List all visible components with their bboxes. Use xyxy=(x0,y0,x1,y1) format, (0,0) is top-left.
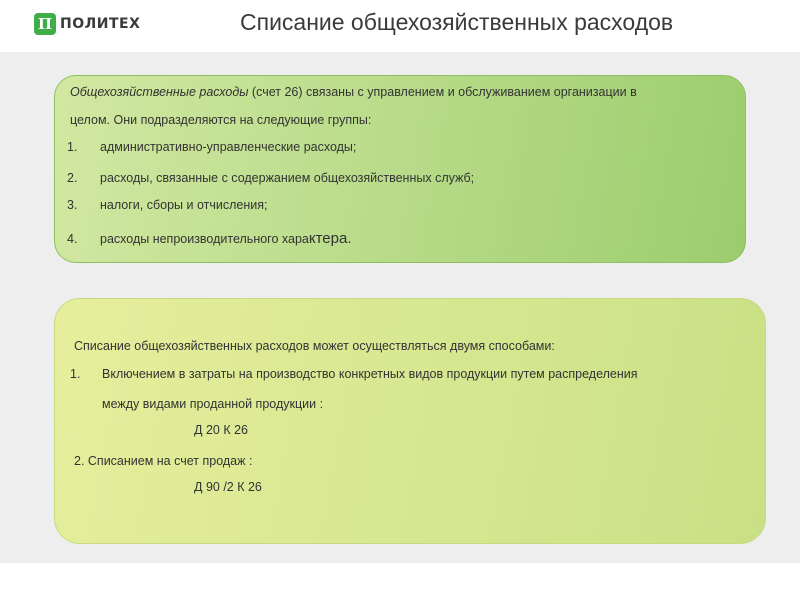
overhead-definition-box xyxy=(54,75,746,263)
list-item-number: 1. xyxy=(67,140,78,154)
intro-term: Общехозяйственные расходы xyxy=(70,85,249,99)
politeh-logo xyxy=(34,13,140,35)
list-item-number: 3. xyxy=(67,198,78,212)
intro-line-2: целом. Они подразделяются на следующие группы: xyxy=(70,113,372,127)
writeoff-methods-box xyxy=(54,298,766,544)
method-1-line-2: между видами проданной продукции : xyxy=(102,397,324,411)
list-item-text-start: расходы непроизводительного хара xyxy=(100,232,309,246)
list-item-number: 2. xyxy=(67,171,78,185)
list-item-text: расходы, связанные с содержанием общехозяйственных служб; xyxy=(100,171,475,185)
logo-text: ПОЛИТЕХ xyxy=(60,16,141,32)
list-item-text-end: ктера. xyxy=(308,230,352,247)
method-1-number: 1. xyxy=(70,367,81,381)
intro-line-1 xyxy=(70,85,637,99)
list-item-text: административно-управленческие расходы; xyxy=(100,140,357,154)
header xyxy=(0,0,800,50)
list-item-text xyxy=(100,230,352,247)
footer-strip xyxy=(0,563,800,600)
method-1-entry: Д 20 К 26 xyxy=(194,423,248,437)
slide-title: Списание общехозяйственных расходов xyxy=(240,9,674,35)
methods-intro: Списание общехозяйственных расходов может осуществляться двумя способами: xyxy=(74,339,555,353)
list-item-number: 4. xyxy=(67,232,78,246)
intro-rest: (счет 26) связаны с управлением и обслуживанием организации в xyxy=(248,85,637,99)
method-2-entry: Д 90 /2 К 26 xyxy=(194,480,262,494)
method-2: 2. Списанием на счет продаж : xyxy=(74,454,253,468)
method-1-line-1: Включением в затраты на производство конкретных видов продукции путем распределения xyxy=(102,367,638,381)
logo-mark-icon: П xyxy=(34,13,56,35)
list-item-text: налоги, сборы и отчисления; xyxy=(100,198,268,212)
